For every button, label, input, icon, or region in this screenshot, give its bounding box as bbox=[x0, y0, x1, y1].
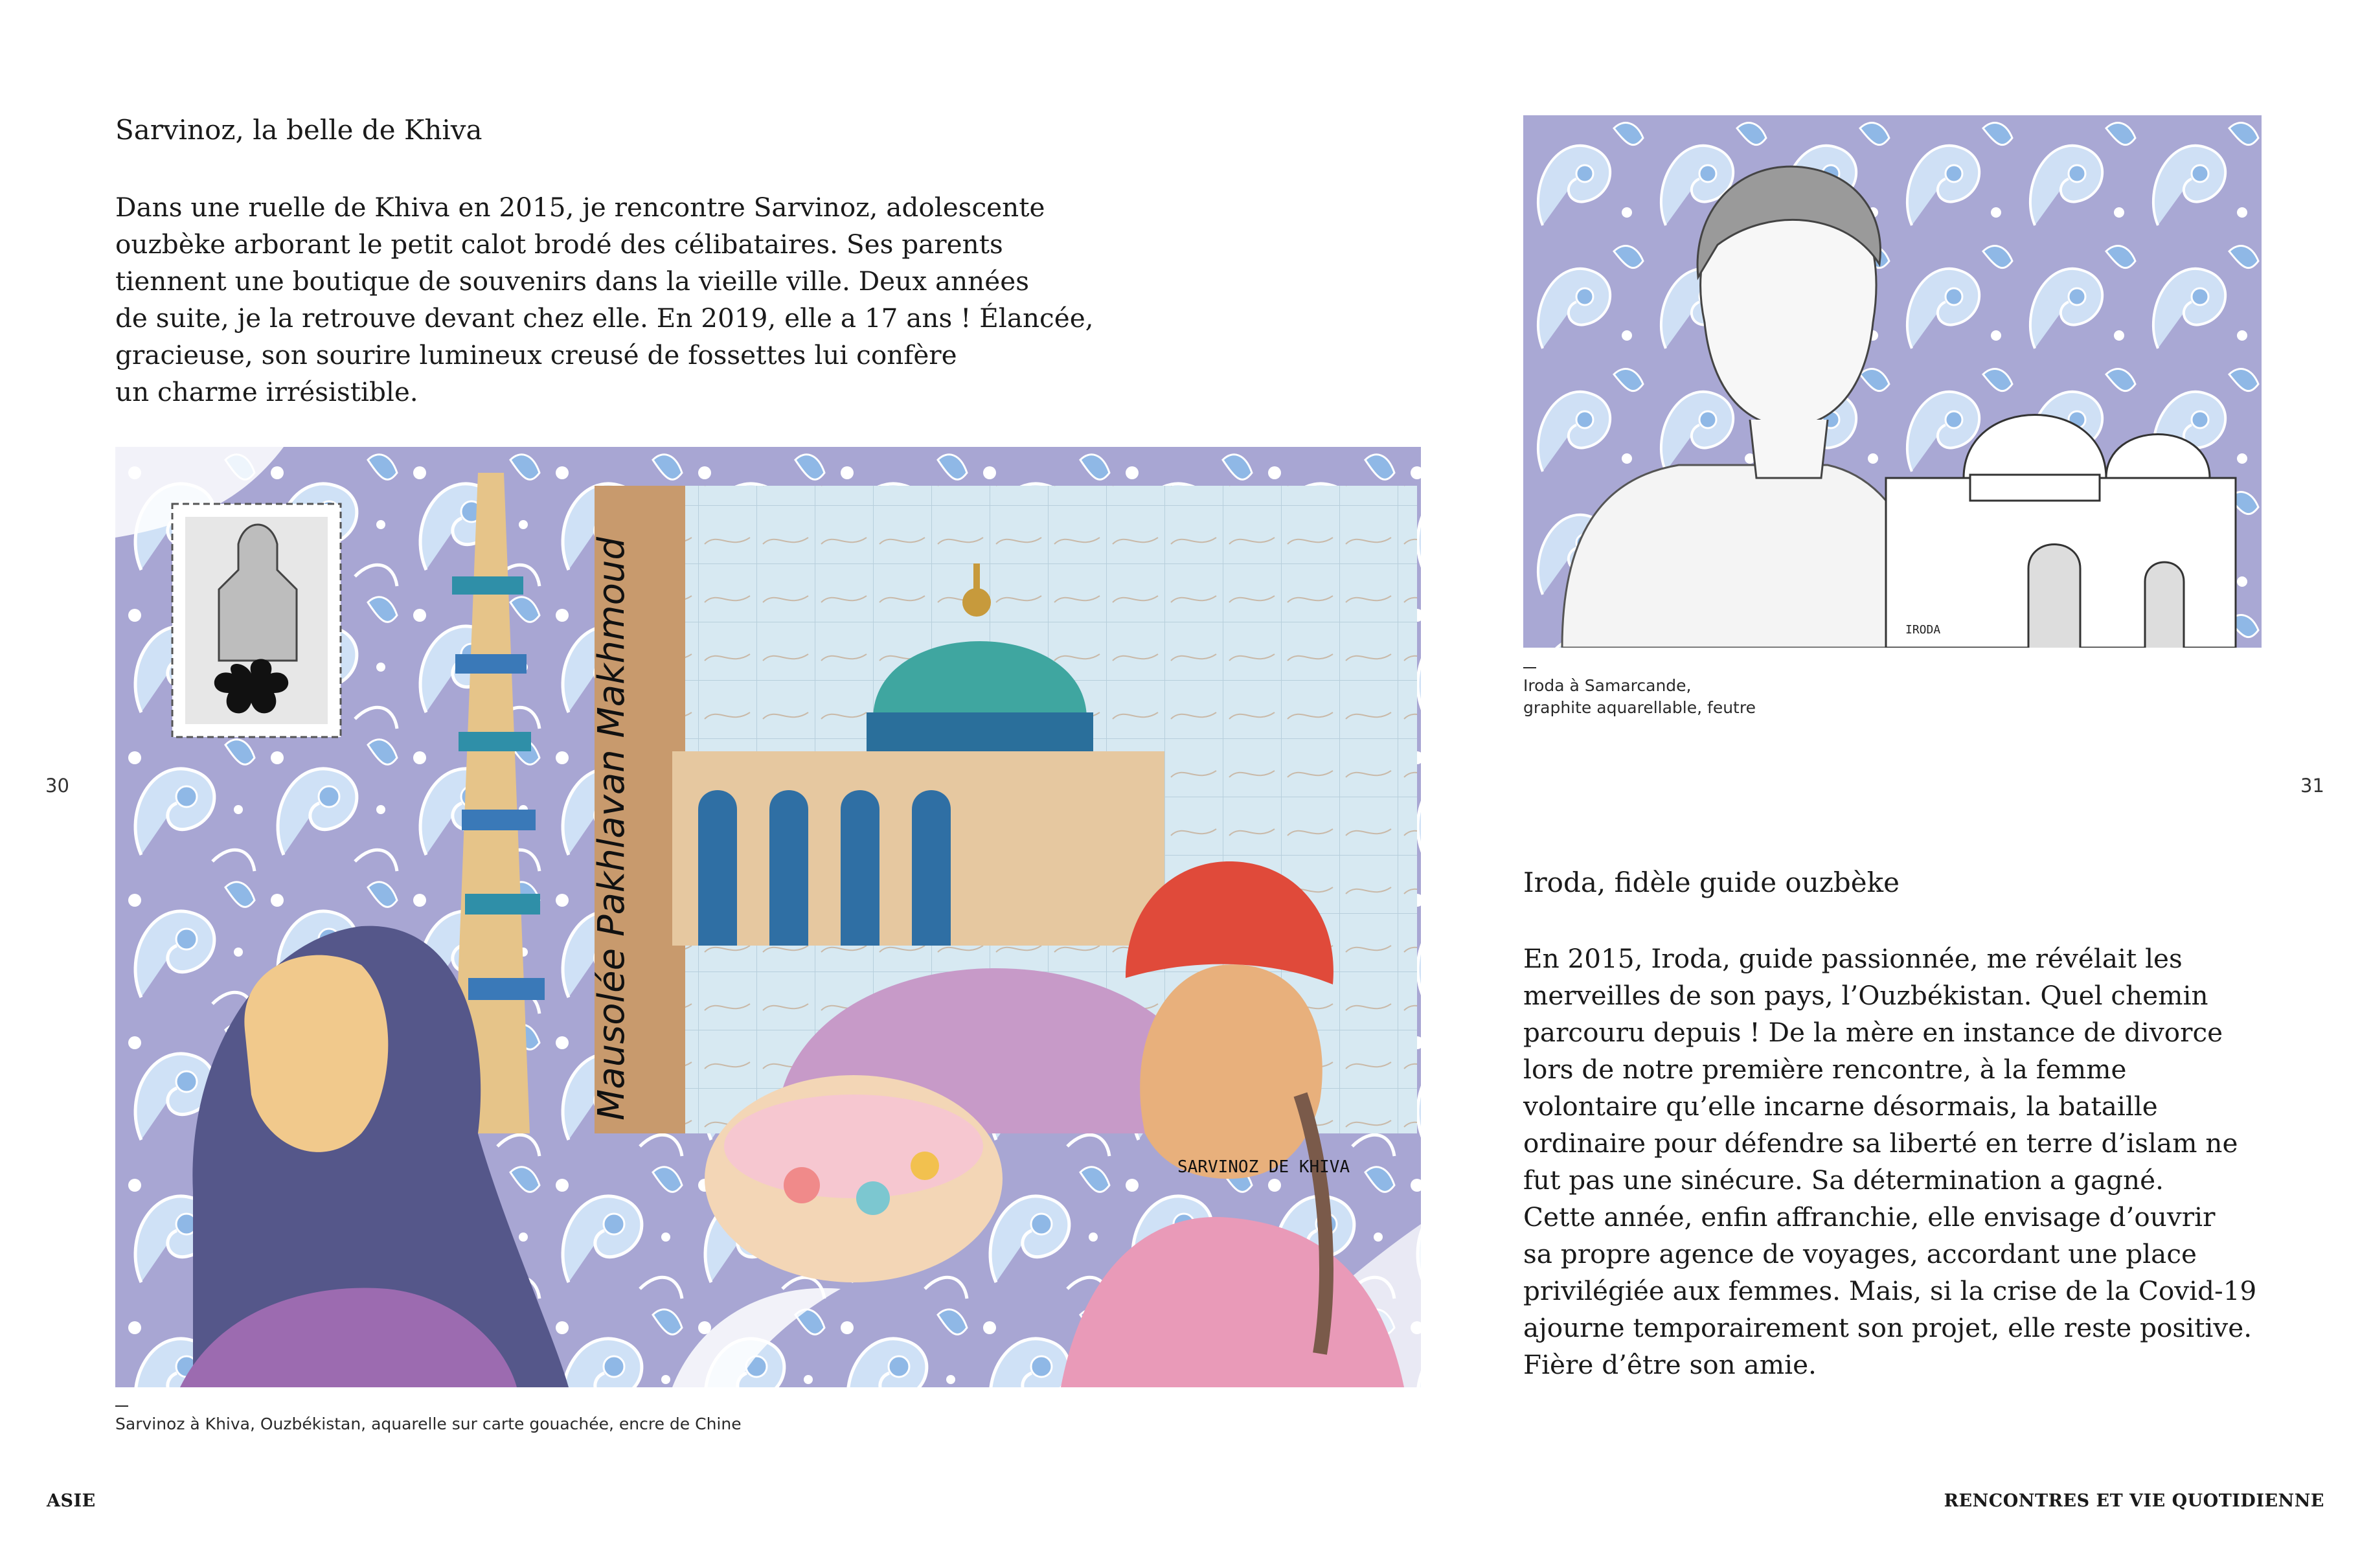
left-body-line: ouzbèke arborant le petit calot brodé des célibataires. Ses parents bbox=[115, 229, 1003, 260]
right-body-line: parcouru depuis ! De la mère en instance de divorce bbox=[1523, 1017, 2223, 1048]
left-body-line: de suite, je la retrouve devant chez elle. En 2019, elle a 17 ans ! Élancée, bbox=[115, 302, 1094, 334]
caption-dash bbox=[115, 1405, 128, 1407]
caption-dash bbox=[1523, 667, 1536, 668]
left-article-title: Sarvinoz, la belle de Khiva bbox=[115, 114, 482, 146]
right-body-line: sa propre agence de voyages, accordant une place bbox=[1523, 1238, 2197, 1269]
right-body-line: fut pas une sinécure. Sa détermination a gagné. bbox=[1523, 1165, 2164, 1196]
left-body-line: un charme irrésistible. bbox=[115, 376, 418, 407]
illustration-signature: SARVINOZ DE KHIVA bbox=[1177, 1157, 1350, 1177]
right-body-line: lors de notre première rencontre, à la femme bbox=[1523, 1054, 2127, 1085]
right-body-line: volontaire qu’elle incarne désormais, la bataille bbox=[1523, 1091, 2158, 1122]
right-body-line: En 2015, Iroda, guide passionnée, me révélait les bbox=[1523, 943, 2183, 974]
right-article-title: Iroda, fidèle guide ouzbèke bbox=[1523, 867, 1900, 898]
right-footer-section: RENCONTRES ET VIE QUOTIDIENNE bbox=[1944, 1491, 2324, 1511]
right-caption-line: graphite aquarellable, feutre bbox=[1523, 698, 1756, 717]
left-body-line: Dans une ruelle de Khiva en 2015, je rencontre Sarvinoz, adolescente bbox=[115, 192, 1045, 223]
right-article-body bbox=[1523, 940, 2256, 1383]
right-page-number: 31 bbox=[2300, 775, 2324, 797]
right-body-line: merveilles de son pays, l’Ouzbékistan. Quel chemin bbox=[1523, 980, 2208, 1011]
right-body-line: privilégiée aux femmes. Mais, si la crise de la Covid-19 bbox=[1523, 1275, 2257, 1306]
left-body-line: tiennent une boutique de souvenirs dans la vieille ville. Deux années bbox=[115, 266, 1029, 297]
left-article-body bbox=[115, 189, 1094, 411]
right-illustration-caption bbox=[1523, 667, 1756, 719]
left-footer-section: ASIE bbox=[47, 1491, 96, 1511]
sarvinoz-illustration bbox=[115, 447, 1421, 1387]
right-body-line: Cette année, enfin affranchie, elle envisage d’ouvrir bbox=[1523, 1201, 2216, 1233]
iroda-illustration bbox=[1523, 115, 2262, 648]
left-caption-text: Sarvinoz à Khiva, Ouzbékistan, aquarelle sur carte gouachée, encre de Chine bbox=[115, 1415, 742, 1433]
vertical-inscription: Mausolée Pakhlavan Makhmoud bbox=[591, 537, 633, 1120]
left-page-number: 30 bbox=[45, 775, 69, 797]
right-body-line: ordinaire pour défendre sa liberté en terre d’islam ne bbox=[1523, 1128, 2238, 1159]
left-body-line: gracieuse, son sourire lumineux creusé de fossettes lui confère bbox=[115, 339, 957, 370]
right-caption-line: Iroda à Samarcande, bbox=[1523, 676, 1692, 695]
left-illustration-caption bbox=[115, 1405, 742, 1435]
right-body-line: ajourne temporairement son projet, elle reste positive. bbox=[1523, 1312, 2252, 1343]
right-body-line: Fière d’être son amie. bbox=[1523, 1349, 1817, 1380]
iroda-signature: IRODA bbox=[1905, 623, 1941, 637]
